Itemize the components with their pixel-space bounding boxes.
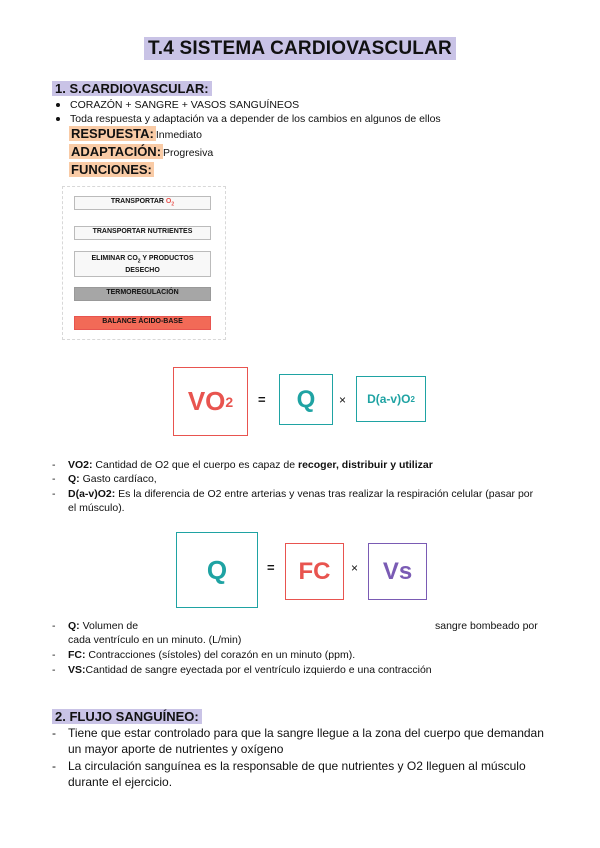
eq2-times: × bbox=[351, 561, 359, 575]
section2-bullet-1-cont: un mayor aporte de nutrientes y oxígeno bbox=[68, 742, 284, 756]
section2-bullet-1: - Tiene que estar controlado para que la sangre llegue a la zona del cuerpo que demandan bbox=[52, 726, 544, 740]
page-title bbox=[0, 38, 600, 60]
vs-box: Vs bbox=[368, 543, 427, 600]
bullet-icon bbox=[56, 117, 60, 121]
function-transportar-nutrientes: TRANSPORTAR NUTRIENTES bbox=[74, 226, 211, 240]
adaptacion-line: ADAPTACIÓN: Progresiva bbox=[71, 144, 214, 159]
section1-heading: 1. S.CARDIOVASCULAR: bbox=[52, 80, 212, 98]
section2-bullet-2-cont: durante el ejercicio. bbox=[68, 775, 173, 789]
def-q: - Q: Gasto cardíaco, bbox=[52, 473, 157, 485]
def2-vs: - VS:Cantidad de sangre eyectada por el ventrículo izquierdo e una contracción bbox=[52, 664, 432, 676]
fc-box: FC bbox=[285, 543, 344, 600]
vo2-box: VO 2 bbox=[173, 367, 248, 436]
def-dav: - D(a-v)O2: Es la diferencia de O2 entre arterias y venas tras realizar la respiración celular (pasar por bbox=[52, 488, 534, 500]
function-transportar-o2: TRANSPORTAR $O_2$ bbox=[74, 196, 211, 210]
section2-heading: 2. FLUJO SANGUÍNEO: bbox=[52, 708, 202, 726]
section2-bullet-2: - La circulación sanguínea es la responsable de que nutrientes y O2 lleguen al músculo bbox=[52, 759, 526, 773]
page-title-text: T.4 SISTEMA CARDIOVASCULAR bbox=[144, 37, 456, 60]
section1-bullet-1: CORAZÓN + SANGRE + VASOS SANGUÍNEOS bbox=[56, 98, 299, 112]
def-vo2: - VO2: Cantidad de O2 que el cuerpo es capaz de recoger, distribuir y utilizar bbox=[52, 459, 433, 471]
def2-q-b: sangre bombeado por bbox=[435, 620, 538, 632]
dav-box: D(a-v)O 2 bbox=[356, 376, 426, 422]
q-box: Q bbox=[279, 374, 333, 425]
function-balance-acido-base: BALANCE ÁCIDO-BASE bbox=[74, 316, 211, 330]
function-eliminar-co2: ELIMINAR $CO_2$ Y PRODUCTOS DESECHO bbox=[74, 251, 211, 277]
function-termoregulacion: TERMOREGULACIÓN bbox=[74, 287, 211, 301]
bullet-icon bbox=[56, 103, 60, 107]
eq1-equals: = bbox=[258, 392, 266, 407]
def2-q: - Q: Volumen de bbox=[52, 620, 139, 632]
def2-q-c: cada ventrículo en un minuto. (L/min) bbox=[68, 634, 242, 646]
eq2-equals: = bbox=[267, 560, 275, 575]
def-dav-cont: el músculo). bbox=[68, 502, 125, 514]
section1-bullet-2: Toda respuesta y adaptación va a depender de los cambios en algunos de ellos bbox=[56, 112, 441, 126]
eq1-times: × bbox=[339, 393, 347, 407]
def2-fc: - FC: Contracciones (sístoles) del corazón en un minuto (ppm). bbox=[52, 649, 356, 661]
funciones-label: FUNCIONES: bbox=[71, 162, 152, 177]
q2-box: Q bbox=[176, 532, 258, 608]
respuesta-line: RESPUESTA: Inmediato bbox=[71, 126, 202, 141]
